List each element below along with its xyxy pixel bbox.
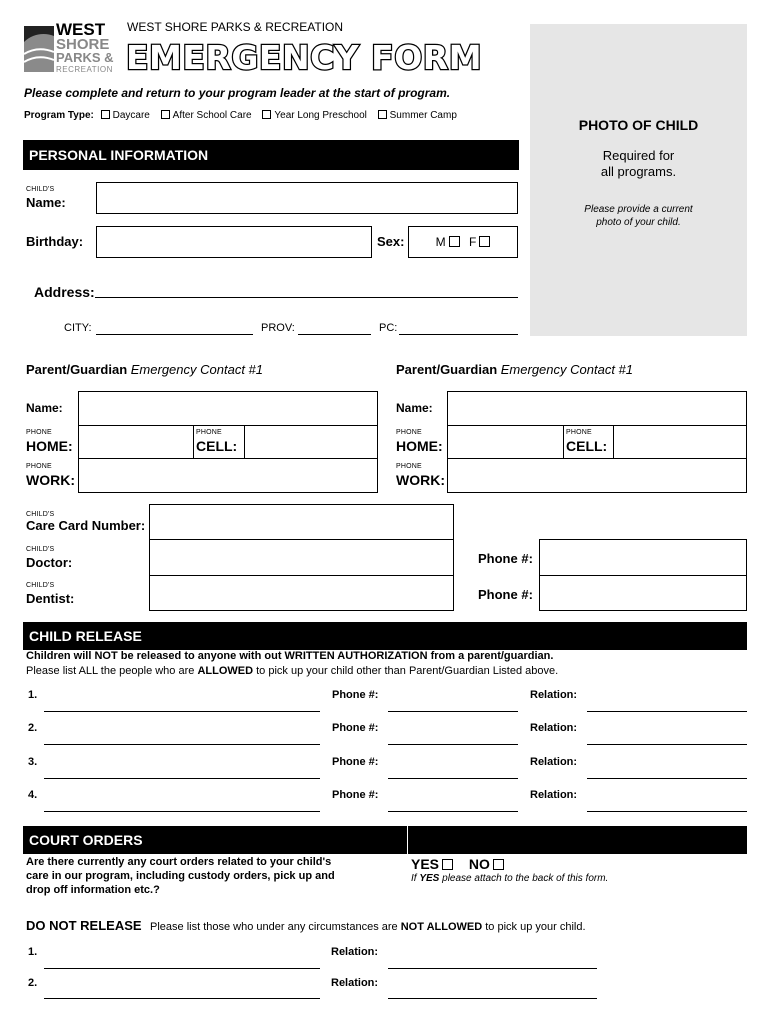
pc-label: PC:	[379, 322, 398, 334]
release-name-line[interactable]	[44, 744, 320, 745]
contact-right-home-label: HOME:	[396, 438, 443, 454]
contact-left-title-ital: Emergency Contact #1	[130, 362, 263, 377]
child-name-field[interactable]	[96, 182, 518, 214]
contact-right-cell-label: CELL:	[566, 438, 608, 454]
pc-line[interactable]	[399, 334, 518, 335]
contact-left-cell-divider	[244, 425, 245, 459]
dnr-line	[26, 917, 586, 935]
photo-required-2: all programs.	[600, 164, 677, 179]
contact-right-title-ital: Emergency Contact #1	[500, 362, 633, 377]
contact-left-title-bold: Parent/Guardian	[26, 362, 128, 377]
checkbox-sex-m[interactable]	[449, 236, 460, 247]
release-phone-line[interactable]	[388, 744, 518, 745]
release-relation-label: Relation:	[530, 689, 578, 701]
contact-right-work-label: WORK:	[396, 472, 445, 488]
release-num: 1.	[28, 689, 38, 701]
contact-left-cell-label: CELL:	[196, 438, 238, 454]
contact-left-home-small: PHONE	[26, 429, 52, 436]
court-heading: COURT ORDERS	[23, 826, 407, 854]
dnr-relation-label: Relation:	[331, 977, 379, 989]
dentist-field[interactable]	[149, 575, 454, 611]
after-school-label: After School Care	[172, 110, 252, 121]
dnr-num: 1.	[28, 946, 38, 958]
contact-right-title-bold: Parent/Guardian	[396, 362, 498, 377]
release-relation-line[interactable]	[587, 811, 747, 812]
release-name-line[interactable]	[44, 811, 320, 812]
release-phone-line[interactable]	[388, 811, 518, 812]
sex-f-label: F	[469, 235, 477, 249]
city-label: CITY:	[64, 322, 92, 334]
contact-right-work-field[interactable]	[447, 458, 747, 493]
prov-line[interactable]	[298, 334, 371, 335]
dnr-text-c: to pick up your child.	[482, 921, 586, 933]
logo	[22, 22, 122, 76]
logo-mark-icon	[22, 24, 56, 76]
instruction: Please complete and return to your program leader at the start of program.	[24, 86, 451, 100]
photo-title: PHOTO OF CHILD	[578, 117, 699, 133]
release-bold-line: Children will NOT be released to anyone with out WRITTEN AUTHORIZATION from a parent/guardian.	[26, 650, 554, 662]
birthday-field[interactable]	[96, 226, 372, 258]
dentist-phone-label: Phone #:	[478, 587, 533, 602]
contact-left-home-field[interactable]	[78, 425, 194, 459]
birthday-label: Birthday:	[26, 234, 84, 249]
address-line[interactable]	[95, 297, 518, 298]
dnr-text-a: Please list those who under any circumstances are	[150, 921, 401, 933]
preschool-label: Year Long Preschool	[274, 110, 367, 121]
photo-note-1: Please provide a current	[584, 204, 693, 215]
court-question-3: drop off information etc.?	[26, 884, 160, 896]
dnr-relation-line[interactable]	[388, 968, 597, 969]
contact-right-work-small: PHONE	[396, 463, 422, 470]
city-line[interactable]	[96, 334, 253, 335]
form-title: EMERGENCY FORM	[126, 38, 483, 77]
doctor-small: CHILD'S	[26, 546, 55, 553]
release-relation-line[interactable]	[587, 744, 747, 745]
contact-left-name-field[interactable]	[78, 391, 378, 426]
photo-note-2: photo of your child.	[596, 217, 681, 228]
checkbox-court-yes[interactable]	[442, 859, 453, 870]
contact-left-home-label: HOME:	[26, 438, 73, 454]
dnr-relation-line[interactable]	[388, 998, 597, 999]
release-phone-line[interactable]	[388, 711, 518, 712]
release-relation-label: Relation:	[530, 789, 578, 801]
court-question-1: Are there currently any court orders related to your child's	[26, 856, 332, 868]
release-phone-line[interactable]	[388, 778, 518, 779]
sex-field	[408, 226, 518, 258]
contact-right-cell-small: PHONE	[566, 429, 592, 436]
daycare-label: Daycare	[112, 110, 150, 121]
care-card-field[interactable]	[149, 504, 454, 540]
court-note	[411, 873, 608, 884]
contact-left-title	[26, 362, 263, 377]
care-card-small: CHILD'S	[26, 511, 55, 518]
name-label: Name:	[26, 195, 66, 210]
checkbox-preschool[interactable]	[262, 110, 271, 119]
care-card-label: Care Card Number:	[26, 518, 146, 533]
release-phone-label: Phone #:	[332, 789, 379, 801]
photo-required-1: Required for	[602, 148, 675, 163]
contact-left-name-label: Name:	[26, 401, 63, 415]
release-line-2c: to pick up your child other than Parent/Guardian Listed above.	[253, 665, 559, 677]
release-num: 2.	[28, 722, 38, 734]
checkbox-sex-f[interactable]	[479, 236, 490, 247]
logo-word-shore: SHORE	[56, 36, 110, 53]
sex-m-label: M	[435, 235, 446, 249]
contact-right-home-field[interactable]	[447, 425, 564, 459]
release-num: 4.	[28, 789, 38, 801]
court-no-label: NO	[468, 856, 490, 872]
dnr-name-line[interactable]	[44, 998, 320, 999]
court-note-b: YES	[419, 873, 440, 884]
summer-camp-label: Summer Camp	[389, 110, 457, 121]
personal-heading: PERSONAL INFORMATION	[23, 140, 519, 170]
release-num: 3.	[28, 756, 38, 768]
release-relation-line[interactable]	[587, 778, 747, 779]
photo-box[interactable]	[530, 24, 747, 336]
contact-right-title	[396, 362, 633, 377]
checkbox-summer-camp[interactable]	[378, 110, 387, 119]
release-line-2b: ALLOWED	[197, 665, 254, 677]
release-line-2a: Please list ALL the people who are	[26, 665, 198, 677]
dnr-text-b: NOT ALLOWED	[400, 921, 483, 933]
contact-left-cell-small: PHONE	[196, 429, 222, 436]
logo-word-parks: PARKS &	[56, 50, 114, 65]
contact-right-name-label: Name:	[396, 401, 433, 415]
dentist-small: CHILD'S	[26, 582, 55, 589]
contact-right-home-small: PHONE	[396, 429, 422, 436]
doctor-field[interactable]	[149, 539, 454, 576]
court-yes-no	[411, 856, 504, 872]
court-note-c: please attach to the back of this form.	[439, 873, 609, 884]
release-name-line[interactable]	[44, 711, 320, 712]
dnr-name-line[interactable]	[44, 968, 320, 969]
contact-right-name-field[interactable]	[447, 391, 747, 426]
court-yes-label: YES	[411, 856, 440, 872]
court-heading-bar-right	[408, 826, 747, 854]
release-relation-label: Relation:	[530, 722, 578, 734]
logo-word-west: WEST	[56, 20, 106, 39]
contact-right-cell-divider	[613, 425, 614, 459]
program-type-row	[24, 110, 457, 121]
dnr-heading: DO NOT RELEASE	[26, 918, 142, 933]
prov-label: PROV:	[261, 322, 295, 334]
release-name-line[interactable]	[44, 778, 320, 779]
dnr-num: 2.	[28, 977, 38, 989]
release-line-2	[26, 665, 558, 677]
contact-left-work-label: WORK:	[26, 472, 75, 488]
childs-name-small: CHILD'S	[26, 186, 55, 193]
checkbox-court-no[interactable]	[493, 859, 504, 870]
dentist-phone-field[interactable]	[539, 575, 747, 611]
release-phone-label: Phone #:	[332, 722, 379, 734]
program-type-label: Program Type:	[24, 110, 94, 121]
doctor-label: Doctor:	[26, 555, 73, 570]
address-label: Address:	[34, 284, 95, 300]
checkbox-daycare[interactable]	[101, 110, 110, 119]
release-phone-label: Phone #:	[332, 689, 379, 701]
dnr-relation-label: Relation:	[331, 946, 379, 958]
checkbox-after-school[interactable]	[161, 110, 170, 119]
release-relation-line[interactable]	[587, 711, 747, 712]
court-note-a: If	[411, 873, 420, 884]
contact-left-work-small: PHONE	[26, 463, 52, 470]
doctor-phone-field[interactable]	[539, 539, 747, 576]
sex-label: Sex:	[377, 234, 405, 249]
org-name: WEST SHORE PARKS & RECREATION	[127, 20, 344, 34]
logo-word-recreation: RECREATION	[56, 65, 113, 74]
contact-left-work-field[interactable]	[78, 458, 378, 493]
dentist-label: Dentist:	[26, 591, 75, 606]
release-phone-label: Phone #:	[332, 756, 379, 768]
court-question-2: care in our program, including custody orders, pick up and	[26, 870, 335, 882]
release-relation-label: Relation:	[530, 756, 578, 768]
release-heading: CHILD RELEASE	[23, 622, 747, 650]
doctor-phone-label: Phone #:	[478, 551, 533, 566]
